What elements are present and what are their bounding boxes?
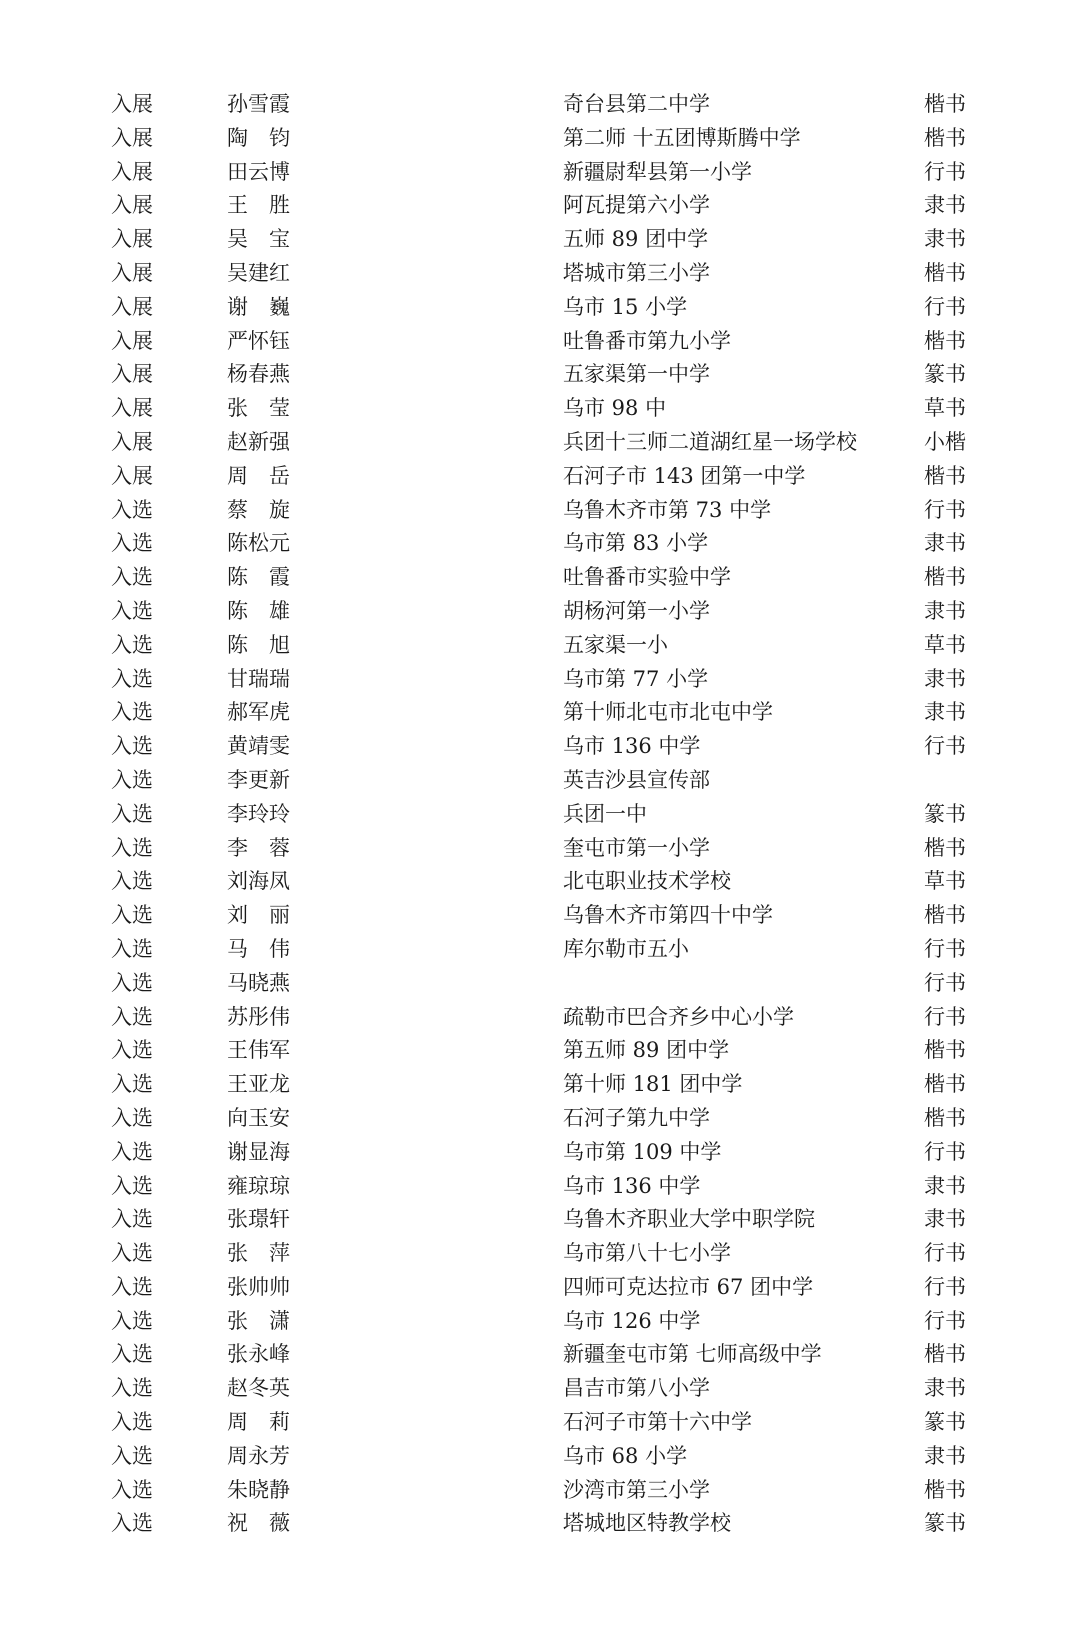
award-level: 入选 <box>111 1477 153 1502</box>
list-item <box>0 358 1080 392</box>
award-level: 入选 <box>111 497 153 522</box>
organization: 乌市 15 小学 <box>563 294 688 319</box>
person-name: 张永峰 <box>227 1342 290 1367</box>
award-level: 入展 <box>111 227 153 252</box>
award-list <box>0 88 1080 1541</box>
list-item <box>0 967 1080 1001</box>
organization: 奇台县第二中学 <box>563 92 710 116</box>
list-item <box>0 696 1080 730</box>
organization: 乌市 68 小学 <box>563 1443 688 1468</box>
person-name: 张帅帅 <box>227 1274 290 1299</box>
organization: 英吉沙县宣传部 <box>563 767 710 792</box>
list-item <box>0 392 1080 426</box>
list-item <box>0 1001 1080 1035</box>
organization: 昌吉市第八小学 <box>563 1376 710 1401</box>
calligraphy-style: 隶书 <box>924 531 966 556</box>
calligraphy-style: 行书 <box>924 159 966 184</box>
list-item <box>0 1372 1080 1406</box>
organization: 阿瓦提第六小学 <box>563 193 710 218</box>
person-name: 李 蓉 <box>227 835 290 860</box>
award-level: 入选 <box>111 869 153 894</box>
award-level: 入选 <box>111 1105 153 1130</box>
calligraphy-style: 隶书 <box>924 1207 966 1232</box>
person-name: 周永芳 <box>227 1443 290 1468</box>
calligraphy-style: 篆书 <box>924 1410 966 1435</box>
calligraphy-style: 楷书 <box>924 1072 966 1097</box>
person-name: 张 潇 <box>227 1308 290 1333</box>
calligraphy-style: 楷书 <box>924 565 966 590</box>
list-item <box>0 1474 1080 1508</box>
calligraphy-style: 隶书 <box>924 1376 966 1401</box>
organization: 塔城市第三小学 <box>563 260 710 285</box>
person-name: 张 莹 <box>227 396 290 421</box>
award-level: 入展 <box>111 260 153 285</box>
organization: 第十师北屯市北屯中学 <box>563 700 773 725</box>
list-item <box>0 1102 1080 1136</box>
award-level: 入选 <box>111 598 153 623</box>
award-level: 入选 <box>111 903 153 928</box>
organization: 塔城地区特教学校 <box>563 1511 731 1536</box>
award-level: 入展 <box>111 294 153 319</box>
calligraphy-style: 楷书 <box>924 903 966 928</box>
award-level: 入选 <box>111 1004 153 1029</box>
award-level: 入选 <box>111 1511 153 1536</box>
person-name: 陈 雄 <box>227 598 290 623</box>
organization: 吐鲁番市第九小学 <box>563 328 731 353</box>
award-level: 入选 <box>111 1072 153 1097</box>
person-name: 谢 巍 <box>227 294 290 319</box>
calligraphy-style: 草书 <box>924 869 966 894</box>
award-level: 入展 <box>111 328 153 353</box>
award-level: 入选 <box>111 1342 153 1367</box>
calligraphy-style: 隶书 <box>924 227 966 252</box>
calligraphy-style: 草书 <box>924 396 966 421</box>
list-item <box>0 494 1080 528</box>
list-item <box>0 865 1080 899</box>
person-name: 吴建红 <box>227 260 290 285</box>
organization: 第十师 181 团中学 <box>563 1072 743 1097</box>
list-item <box>0 730 1080 764</box>
person-name: 陶 钧 <box>227 125 290 150</box>
list-item <box>0 1338 1080 1372</box>
calligraphy-style: 草书 <box>924 632 966 657</box>
list-item <box>0 798 1080 832</box>
award-level: 入选 <box>111 1308 153 1333</box>
calligraphy-style: 隶书 <box>924 1443 966 1468</box>
award-level: 入选 <box>111 1207 153 1232</box>
organization: 乌市 126 中学 <box>563 1308 701 1333</box>
list-item <box>0 1136 1080 1170</box>
list-item <box>0 764 1080 798</box>
list-item <box>0 629 1080 663</box>
person-name: 杨春燕 <box>227 362 290 387</box>
award-level: 入展 <box>111 396 153 421</box>
organization: 乌市第 109 中学 <box>563 1139 722 1164</box>
organization: 石河子市 143 团第一中学 <box>563 463 806 488</box>
person-name: 田云博 <box>227 159 290 184</box>
calligraphy-style: 行书 <box>924 294 966 319</box>
list-item <box>0 899 1080 933</box>
person-name: 马 伟 <box>227 936 290 961</box>
list-item <box>0 1068 1080 1102</box>
calligraphy-style: 隶书 <box>924 193 966 218</box>
calligraphy-style: 行书 <box>924 1241 966 1266</box>
organization: 乌鲁木齐市第 73 中学 <box>563 497 772 522</box>
person-name: 刘 丽 <box>227 903 290 928</box>
award-level: 入展 <box>111 125 153 150</box>
award-level: 入选 <box>111 632 153 657</box>
calligraphy-style: 行书 <box>924 970 966 995</box>
calligraphy-style: 楷书 <box>924 260 966 285</box>
list-item <box>0 223 1080 257</box>
person-name: 陈松元 <box>227 531 290 556</box>
list-item <box>0 933 1080 967</box>
list-item <box>0 527 1080 561</box>
organization: 兵团一中 <box>563 801 647 826</box>
list-item <box>0 663 1080 697</box>
organization: 乌市第 77 小学 <box>563 666 709 691</box>
calligraphy-style: 楷书 <box>924 1477 966 1502</box>
list-item <box>0 88 1080 122</box>
award-level: 入选 <box>111 936 153 961</box>
person-name: 谢显海 <box>227 1139 290 1164</box>
award-level: 入选 <box>111 970 153 995</box>
award-level: 入展 <box>111 159 153 184</box>
award-level: 入选 <box>111 1139 153 1164</box>
award-level: 入选 <box>111 1173 153 1198</box>
person-name: 张璟轩 <box>227 1207 290 1232</box>
list-item <box>0 156 1080 190</box>
award-level: 入展 <box>111 193 153 218</box>
organization: 四师可克达拉市 67 团中学 <box>563 1274 814 1299</box>
organization: 乌市 136 中学 <box>563 734 701 759</box>
award-level: 入选 <box>111 700 153 725</box>
list-item <box>0 561 1080 595</box>
award-level: 入展 <box>111 92 153 116</box>
award-level: 入选 <box>111 1376 153 1401</box>
calligraphy-style: 楷书 <box>924 328 966 353</box>
award-level: 入选 <box>111 734 153 759</box>
organization: 第五师 89 团中学 <box>563 1038 730 1063</box>
person-name: 马晓燕 <box>227 970 290 995</box>
person-name: 雍琼琼 <box>227 1173 290 1198</box>
organization: 沙湾市第三小学 <box>563 1477 710 1502</box>
organization: 乌市 98 中 <box>563 396 667 421</box>
calligraphy-style: 行书 <box>924 497 966 522</box>
organization: 五家渠第一中学 <box>563 362 710 387</box>
award-level: 入选 <box>111 835 153 860</box>
organization: 乌市第 83 小学 <box>563 531 709 556</box>
person-name: 吴 宝 <box>227 227 290 252</box>
person-name: 赵冬英 <box>227 1376 290 1401</box>
list-item <box>0 1034 1080 1068</box>
calligraphy-style: 篆书 <box>924 801 966 826</box>
person-name: 王伟军 <box>227 1038 290 1063</box>
list-item <box>0 291 1080 325</box>
calligraphy-style: 楷书 <box>924 1105 966 1130</box>
organization: 胡杨河第一小学 <box>563 598 710 623</box>
calligraphy-style: 隶书 <box>924 700 966 725</box>
calligraphy-style: 行书 <box>924 1308 966 1333</box>
calligraphy-style: 行书 <box>924 936 966 961</box>
organization: 五家渠一小 <box>563 632 668 657</box>
award-level: 入选 <box>111 565 153 590</box>
award-level: 入选 <box>111 1241 153 1266</box>
organization: 北屯职业技术学校 <box>563 869 731 894</box>
person-name: 陈 旭 <box>227 632 290 657</box>
organization: 奎屯市第一小学 <box>563 835 710 860</box>
award-level: 入选 <box>111 531 153 556</box>
organization: 乌市第八十七小学 <box>563 1241 731 1266</box>
calligraphy-style: 隶书 <box>924 598 966 623</box>
person-name: 郝军虎 <box>227 700 290 725</box>
person-name: 黄靖雯 <box>227 734 290 759</box>
award-level: 入选 <box>111 666 153 691</box>
calligraphy-style: 楷书 <box>924 835 966 860</box>
organization: 第二师 十五团博斯腾中学 <box>563 125 801 150</box>
organization: 库尔勒市五小 <box>563 936 689 961</box>
calligraphy-style: 隶书 <box>924 1173 966 1198</box>
calligraphy-style: 楷书 <box>924 1342 966 1367</box>
person-name: 刘海凤 <box>227 869 290 894</box>
person-name: 孙雪霞 <box>227 92 290 116</box>
person-name: 甘瑞瑞 <box>227 666 290 691</box>
person-name: 向玉安 <box>227 1105 290 1130</box>
organization: 乌鲁木齐市第四十中学 <box>563 903 773 928</box>
person-name: 李玲玲 <box>227 801 290 826</box>
award-level: 入展 <box>111 362 153 387</box>
organization: 乌市 136 中学 <box>563 1173 701 1198</box>
list-item <box>0 325 1080 359</box>
award-level: 入展 <box>111 429 153 454</box>
list-item <box>0 257 1080 291</box>
list-item <box>0 1170 1080 1204</box>
list-item <box>0 1271 1080 1305</box>
calligraphy-style: 篆书 <box>924 1511 966 1536</box>
list-item <box>0 122 1080 156</box>
person-name: 苏彤伟 <box>227 1004 290 1029</box>
person-name: 朱晓静 <box>227 1477 290 1502</box>
person-name: 周 岳 <box>227 463 290 488</box>
organization: 石河子市第十六中学 <box>563 1410 752 1435</box>
person-name: 蔡 旋 <box>227 497 290 522</box>
calligraphy-style: 小楷 <box>924 429 966 454</box>
calligraphy-style: 篆书 <box>924 362 966 387</box>
person-name: 周 莉 <box>227 1410 290 1435</box>
person-name: 王亚龙 <box>227 1072 290 1097</box>
organization: 新疆尉犁县第一小学 <box>563 159 752 184</box>
calligraphy-style: 楷书 <box>924 1038 966 1063</box>
list-item <box>0 426 1080 460</box>
organization: 兵团十三师二道湖红星一场学校 <box>563 429 857 454</box>
organization: 石河子第九中学 <box>563 1105 710 1130</box>
list-item <box>0 1507 1080 1541</box>
award-level: 入选 <box>111 1038 153 1063</box>
organization: 疏勒市巴合齐乡中心小学 <box>563 1004 794 1029</box>
list-item <box>0 189 1080 223</box>
person-name: 祝 薇 <box>227 1511 290 1536</box>
person-name: 赵新强 <box>227 429 290 454</box>
person-name: 严怀钰 <box>227 328 290 353</box>
calligraphy-style: 楷书 <box>924 463 966 488</box>
organization: 五师 89 团中学 <box>563 227 709 252</box>
list-item <box>0 595 1080 629</box>
calligraphy-style: 隶书 <box>924 666 966 691</box>
calligraphy-style: 行书 <box>924 1004 966 1029</box>
calligraphy-style: 行书 <box>924 1274 966 1299</box>
calligraphy-style: 楷书 <box>924 125 966 150</box>
organization: 乌鲁木齐职业大学中职学院 <box>563 1207 815 1232</box>
calligraphy-style: 楷书 <box>924 92 966 116</box>
award-level: 入选 <box>111 1410 153 1435</box>
list-item <box>0 460 1080 494</box>
award-level: 入选 <box>111 767 153 792</box>
award-level: 入展 <box>111 463 153 488</box>
calligraphy-style: 行书 <box>924 1139 966 1164</box>
person-name: 陈 霞 <box>227 565 290 590</box>
list-item <box>0 1406 1080 1440</box>
organization: 吐鲁番市实验中学 <box>563 565 731 590</box>
person-name: 王 胜 <box>227 193 290 218</box>
award-level: 入选 <box>111 1443 153 1468</box>
organization: 新疆奎屯市第 七师高级中学 <box>563 1342 822 1367</box>
award-level: 入选 <box>111 801 153 826</box>
list-item <box>0 832 1080 866</box>
person-name: 李更新 <box>227 767 290 792</box>
person-name: 张 萍 <box>227 1241 290 1266</box>
list-item <box>0 1305 1080 1339</box>
list-item <box>0 1203 1080 1237</box>
list-item <box>0 1237 1080 1271</box>
list-item <box>0 1440 1080 1474</box>
award-level: 入选 <box>111 1274 153 1299</box>
calligraphy-style: 行书 <box>924 734 966 759</box>
